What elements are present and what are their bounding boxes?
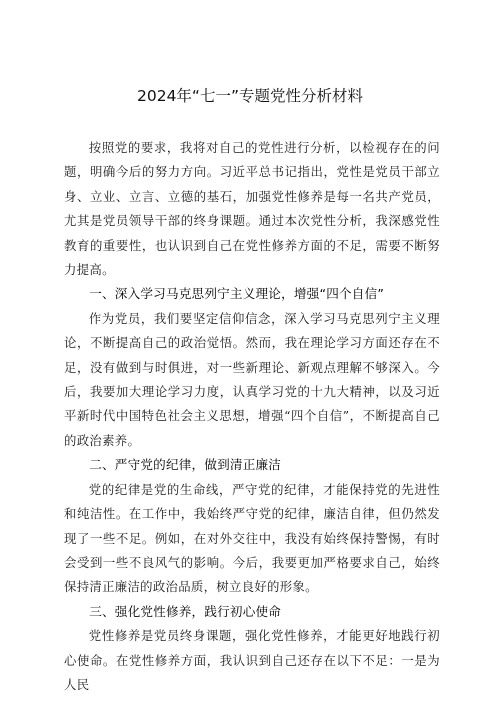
section-1-heading: 一、深入学习马克思列宁主义理论，增强“四个自信” [89,286,385,302]
section-3-heading: 三、强化党性修养，践行初心使命 [89,603,282,619]
section-2-heading: 二、严守党的纪律，做到清正廉洁 [89,457,282,473]
document-title: 2024年“七一”专题党性分析材料 [136,87,363,105]
section-1-paragraph: 作为党员，我们要坚定信仰信念，深入学习马克思列宁主义理论，不断提高自己的政治觉悟。然而，我在理论学习方面还存在不足，没有做到与时俱进，对一些新理论、新观点理解不够深入。今后，我要加大理论学习力度，认真学习党的十九大精神，以及习近平新时代中国特色社会主义思想，增强“四个自信”，不断提高自己的政治素养。 [64,310,440,448]
section-3-paragraph: 党性修养是党员终身课题，强化党性修养，才能更好地践行初心使命。在党性修养方面，我认识到自己还存在以下不足：一是为人民 [64,628,440,692]
intro-paragraph: 按照党的要求，我将对自己的党性进行分析，以检视存在的问题，明确今后的努力方向。习近平总书记指出，党性是党员干部立身、立业、立言、立德的基石，加强党性修养是每一名共产党员，尤其是党员领导干部的终身课题。通过本次党性分析，我深感党性教育的重要性，也认识到自己在党性修养方面的不足，需要不断努力提高。 [64,140,440,278]
document-body [64,136,440,697]
section-2-paragraph: 党的纪律是党的生命线，严守党的纪律，才能保持党的先进性和纯洁性。在工作中，我始终严守党的纪律，廉洁自律，但仍然发现了一些不足。例如，在对外交往中，我没有始终保持警惕，有时会受到一些不良风气的影响。今后，我要更加严格要求自己，始终保持清正廉洁的政治品质，树立良好的形象。 [64,481,440,595]
